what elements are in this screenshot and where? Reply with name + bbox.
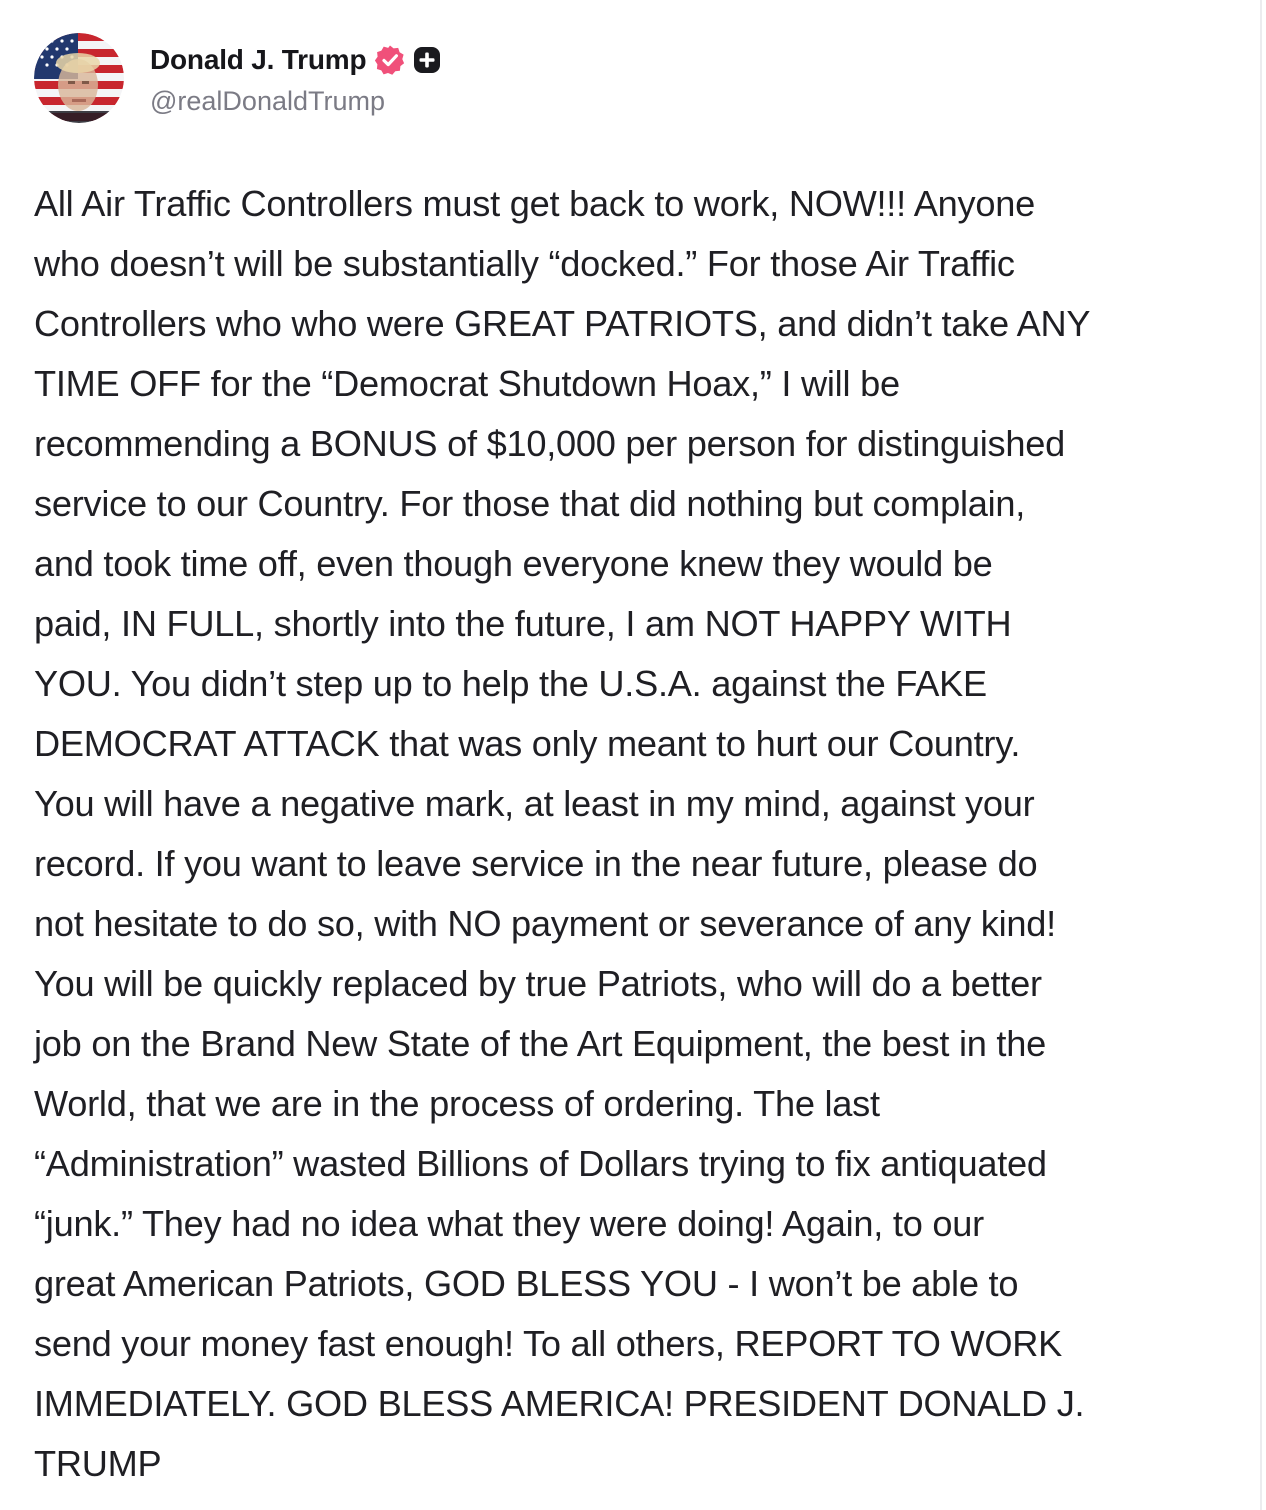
author-display-name[interactable]: Donald J. Trump (150, 43, 367, 75)
panel-edge-divider (1260, 0, 1262, 1510)
avatar-image (34, 33, 124, 123)
post-body-text: All Air Traffic Controllers must get back to work, NOW!!! Anyone who doesn’t will be substantially “docked.” For those Air Traffic Controllers who who were GREAT PATRIOTS, and didn’t take ANY TIME OFF for the “Democrat Shutdown Hoax,” I will be recommending a BONUS of $10,000 per person for distinguished service to our Country. For those that did nothing but complain, and took time off, even though everyone knew they would be paid, IN FULL, shortly into the future, I am NOT HAPPY WITH YOU. You didn’t step up to help the U.S.A. against the FAKE DEMOCRAT ATTACK that was only meant to hurt our Country. You will have a negative mark, at least in my mind, against your record. If you want to leave service in the near future, please do not hesitate to do so, with NO payment or severance of any kind! You will be quickly replaced by true Patriots, who will do a better job on the Brand New State of the Art Equipment, the best in the World, that we are in the process of ordering. The last “Administration” wasted Billions of Dollars trying to fix antiquated “junk.” They had no idea what they were doing! Again, to our great American Patriots, GOD BLESS YOU - I won’t be able to send your money fast enough! To all others, REPORT TO WORK IMMEDIATELY. GOD BLESS AMERICA! PRESIDENT DONALD J. TRUMP (34, 183, 1091, 1484)
author-identity (150, 40, 442, 117)
plus-badge-icon (412, 45, 442, 75)
avatar[interactable] (34, 33, 124, 123)
author-name-row (150, 40, 442, 80)
verified-badge-icon (374, 44, 406, 76)
author-handle[interactable]: @realDonaldTrump (150, 85, 385, 116)
post-header (34, 32, 442, 124)
